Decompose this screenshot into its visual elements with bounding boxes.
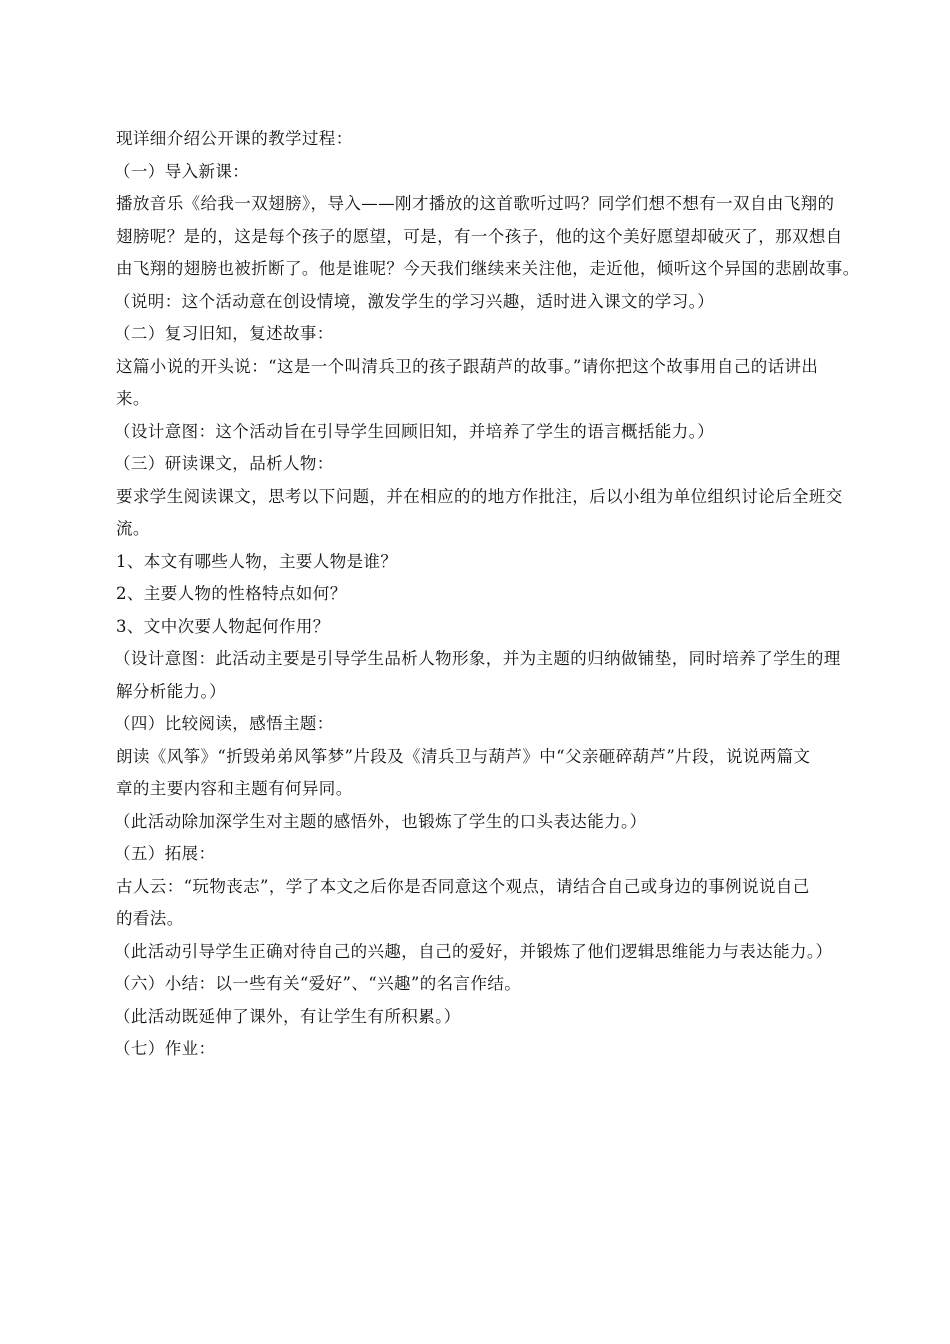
paragraph-line: 由飞翔的翅膀也被折断了。他是谁呢？今天我们继续来关注他，走近他，倾听这个异国的悲剧故事。 [116, 259, 860, 278]
paragraph-line: 解分析能力。） [116, 681, 227, 701]
paragraph-line: 章的主要内容和主题有何异同。 [116, 779, 353, 798]
paragraph-line: 这篇小说的开头说：“这是一个叫清兵卫的孩子跟葫芦的故事。”请你把这个故事用自己的话讲出 [116, 356, 819, 376]
paragraph-line: 要求学生阅读课文，思考以下问题，并在相应的的地方作批注，后以小组为单位组织讨论后全班交 [116, 486, 843, 506]
document-page [114, 123, 860, 1066]
question-item-2: 2、主要人物的性格特点如何？ [116, 584, 347, 603]
note-line: （此活动既延伸了课外，有让学生有所积累。） [114, 1006, 461, 1026]
note-line: （设计意图：这个活动旨在引导学生回顾旧知，并培养了学生的语言概括能力。） [114, 421, 715, 441]
note-line: （此活动引导学生正确对待自己的兴趣，自己的爱好，并锻炼了他们逻辑思维能力与表达能力。） [114, 941, 833, 961]
section-heading-2: （二）复习旧知，复述故事： [114, 324, 334, 343]
paragraph-line: 的看法。 [116, 909, 184, 928]
paragraph-line: 来。 [116, 389, 150, 408]
paragraph-line: 朗读《风筝》“折毁弟弟风筝梦”片段及《清兵卫与葫芦》中“父亲砸碎葫芦”片段，说说两篇文 [116, 746, 811, 766]
section-heading-6: （六）小结：以一些有关“爱好”、“兴趣”的名言作结。 [114, 974, 522, 993]
section-heading-1: （一）导入新课： [114, 161, 250, 181]
section-heading-7: （七）作业： [114, 1039, 216, 1058]
paragraph-line: 播放音乐《给我一双翅膀》，导入——刚才播放的这首歌听过吗？同学们想不想有一双自由飞翔的 [116, 194, 835, 213]
question-item-1: 1、本文有哪些人物，主要人物是谁？ [116, 551, 398, 571]
section-heading-5: （五）拓展： [114, 844, 216, 863]
paragraph-line: 翅膀呢？是的，这是每个孩子的愿望，可是，有一个孩子，他的这个美好愿望却破灭了，那双想自 [116, 226, 843, 246]
section-heading-4: （四）比较阅读，感悟主题： [114, 714, 334, 733]
note-line: （设计意图：此活动主要是引导学生品析人物形象，并为主题的归纳做铺垫，同时培养了学生的理 [114, 649, 841, 668]
paragraph-line: 古人云：“玩物丧志”，学了本文之后你是否同意这个观点，请结合自己或身边的事例说说自己 [116, 876, 810, 896]
paragraph-line: 流。 [116, 519, 150, 538]
intro-line: 现详细介绍公开课的教学过程： [116, 129, 353, 148]
note-line: （此活动除加深学生对主题的感悟外，也锻炼了学生的口头表达能力。） [114, 811, 647, 831]
question-item-3: 3、文中次要人物起何作用？ [116, 616, 330, 636]
note-line: （说明：这个活动意在创设情境，激发学生的学习兴趣，适时进入课文的学习。） [114, 291, 715, 311]
section-heading-3: （三）研读课文，品析人物： [114, 454, 334, 473]
